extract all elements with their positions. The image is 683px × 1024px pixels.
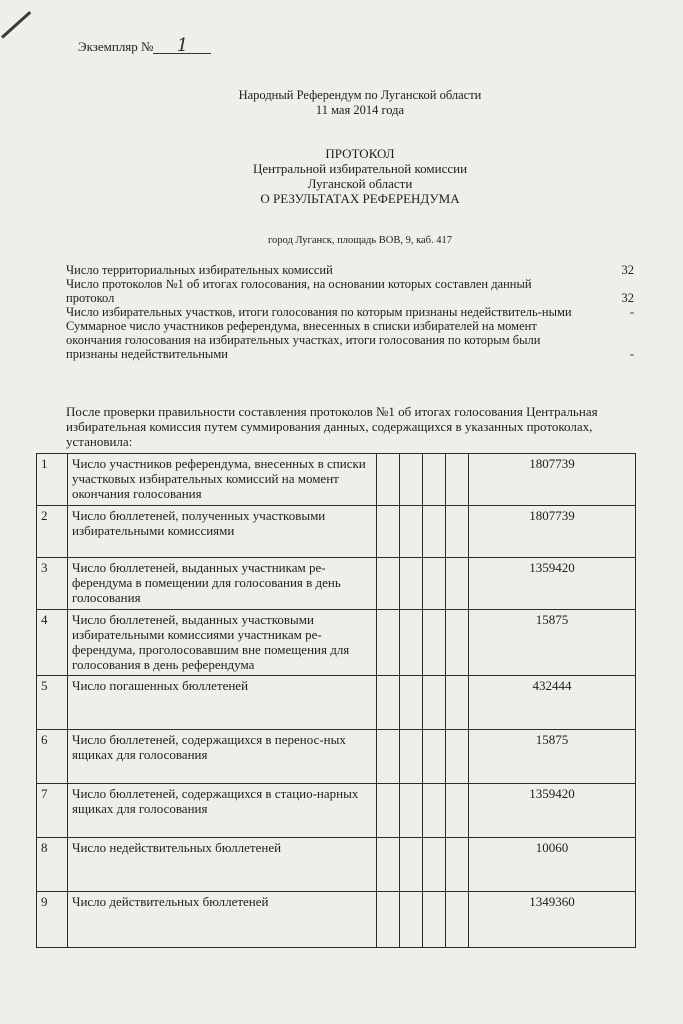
intro-paragraph: После проверки правильности составления протоколов №1 об итогах голосования Центральная избирательная комиссия путем суммирования данных, содержащихся в указанных протоколах, установила: bbox=[66, 404, 598, 449]
title-line-3: Луганской области bbox=[307, 176, 413, 191]
protocol-title bbox=[140, 146, 580, 206]
row-number: 6 bbox=[37, 730, 68, 784]
pen-mark bbox=[1, 11, 31, 39]
stat-label: Число протоколов №1 об итогах голосования, на основании которых составлен данный протокол bbox=[66, 277, 532, 305]
table-row bbox=[37, 676, 636, 730]
row-number: 5 bbox=[37, 676, 68, 730]
row-label: Число бюллетеней, выданных участковыми избирательными комиссиями участникам ре-ферендума, проголосовавшим вне помещения для голосования в день референдума bbox=[68, 610, 377, 676]
row-value: 1807739 bbox=[469, 454, 636, 506]
table-row bbox=[37, 838, 636, 892]
row-value: 1359420 bbox=[469, 784, 636, 838]
table-row bbox=[37, 506, 636, 558]
copy-number-line bbox=[78, 35, 211, 56]
stat-row bbox=[66, 319, 636, 361]
row-label: Число действительных бюллетеней bbox=[68, 892, 377, 948]
title-line-2: Центральной избирательной комиссии bbox=[252, 161, 468, 176]
table-row bbox=[37, 784, 636, 838]
row-label: Число недействительных бюллетеней bbox=[68, 838, 377, 892]
table-row bbox=[37, 558, 636, 610]
row-number: 4 bbox=[37, 610, 68, 676]
row-number: 1 bbox=[37, 454, 68, 506]
row-number: 8 bbox=[37, 838, 68, 892]
stat-row bbox=[66, 263, 636, 277]
row-value: 15875 bbox=[469, 730, 636, 784]
row-number: 9 bbox=[37, 892, 68, 948]
stat-value: 32 bbox=[621, 291, 634, 305]
stat-row bbox=[66, 305, 636, 319]
title-line-4: О РЕЗУЛЬТАТАХ РЕФЕРЕНДУМА bbox=[260, 191, 460, 206]
row-value: 1359420 bbox=[469, 558, 636, 610]
row-label: Число участников референдума, внесенных в списки участковых избирательных комиссий на момент окончания голосования bbox=[68, 454, 377, 506]
row-value: 15875 bbox=[469, 610, 636, 676]
row-value: 1807739 bbox=[469, 506, 636, 558]
row-number: 2 bbox=[37, 506, 68, 558]
stat-value: 32 bbox=[621, 263, 634, 277]
table-row bbox=[37, 892, 636, 948]
row-value: 10060 bbox=[469, 838, 636, 892]
title-line-1: ПРОТОКОЛ bbox=[325, 146, 395, 161]
row-value: 432444 bbox=[469, 676, 636, 730]
stat-value: - bbox=[629, 347, 634, 361]
row-label: Число бюллетеней, выданных участникам ре-ферендума в помещении для голосования в день голосования bbox=[68, 558, 377, 610]
table-row bbox=[37, 454, 636, 506]
row-number: 7 bbox=[37, 784, 68, 838]
row-label: Число бюллетеней, содержащихся в стацио-нарных ящиках для голосования bbox=[68, 784, 377, 838]
referendum-header bbox=[140, 88, 580, 118]
stat-row bbox=[66, 277, 636, 305]
row-value: 1349360 bbox=[469, 892, 636, 948]
copy-number: 1 bbox=[153, 38, 211, 54]
results-table bbox=[36, 453, 636, 948]
stat-label: Число территориальных избирательных комиссий bbox=[66, 263, 333, 277]
copy-label: Экземпляр № bbox=[78, 39, 154, 54]
row-label: Число бюллетеней, содержащихся в перенос-ных ящиках для голосования bbox=[68, 730, 377, 784]
stats-block bbox=[66, 263, 636, 361]
address: город Луганск, площадь ВОВ, 9, каб. 417 bbox=[267, 235, 453, 246]
row-number: 3 bbox=[37, 558, 68, 610]
table-row bbox=[37, 730, 636, 784]
stat-label: Число избирательных участков, итоги голосования по которым признаны недействитель-ными bbox=[66, 305, 572, 319]
table-row bbox=[37, 610, 636, 676]
referendum-name: Народный Референдум по Луганской области bbox=[238, 88, 482, 102]
referendum-date: 11 мая 2014 года bbox=[315, 103, 405, 117]
row-label: Число погашенных бюллетеней bbox=[68, 676, 377, 730]
row-label: Число бюллетеней, полученных участковыми избирательными комиссиями bbox=[68, 506, 377, 558]
stat-label: Суммарное число участников референдума, внесенных в списки избирателей на момент окончания голосования на избирательных участках, итоги голосования по которым были признаны недействительными bbox=[66, 319, 541, 361]
stat-value: - bbox=[629, 305, 634, 319]
